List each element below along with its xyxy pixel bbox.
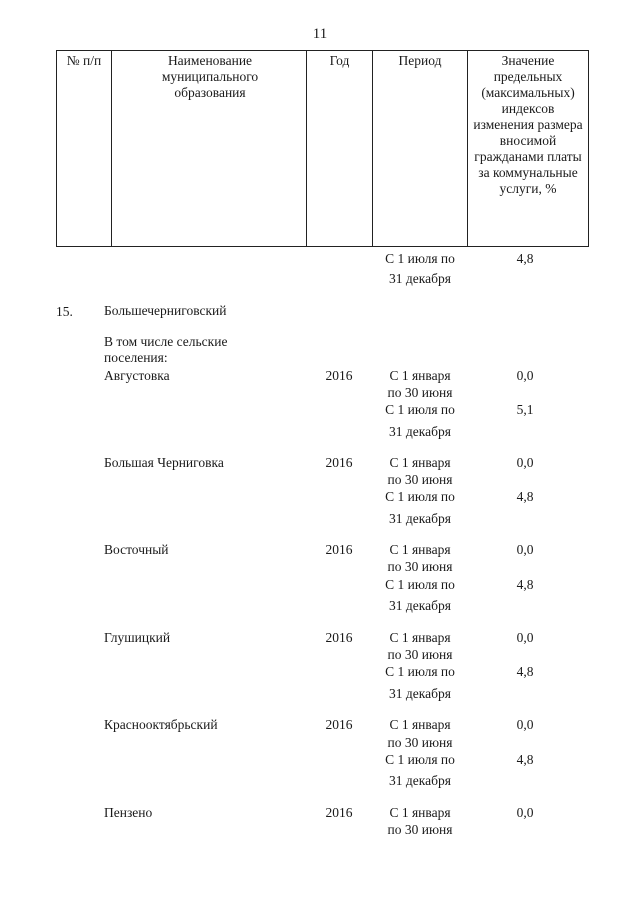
period-line: С 1 января: [389, 717, 451, 732]
period-line: по 30 июня: [387, 735, 453, 750]
index-value: 5,1: [516, 402, 534, 417]
table-border-left: [56, 50, 57, 246]
period-line: С 1 июля по: [385, 251, 455, 266]
table-column-divider: [372, 50, 373, 246]
header-col-year: Год: [329, 53, 350, 68]
settlement-name: Пензено: [104, 805, 153, 820]
table-top-rule: [56, 50, 589, 51]
period-line: С 1 января: [389, 805, 451, 820]
index-value: 4,8: [516, 577, 534, 592]
index-value: 4,8: [516, 251, 534, 266]
period-line: по 30 июня: [387, 647, 453, 662]
header-col-number: № п/п: [66, 53, 102, 68]
year-cell: 2016: [325, 717, 353, 732]
table-header-bottom-rule: [56, 246, 589, 247]
index-value: 4,8: [516, 752, 534, 767]
settlement-name: Большая Черниговка: [104, 455, 224, 470]
period-line: 31 декабря: [389, 511, 451, 526]
settlement-name: Глушицкий: [104, 630, 171, 645]
period-line: С 1 января: [389, 542, 451, 557]
section-subheading: В том числе сельские: [104, 334, 228, 349]
index-value: 0,0: [516, 717, 534, 732]
period-line: С 1 января: [389, 368, 451, 383]
period-line: 31 декабря: [389, 271, 451, 286]
section-name: Большечерниговский: [104, 303, 227, 318]
index-value: 4,8: [516, 664, 534, 679]
period-line: 31 декабря: [389, 773, 451, 788]
period-line: по 30 июня: [387, 822, 453, 837]
period-line: С 1 июля по: [385, 402, 455, 417]
settlement-name: Краснооктябрьский: [104, 717, 218, 732]
period-line: С 1 июля по: [385, 664, 455, 679]
index-value: 4,8: [516, 489, 534, 504]
period-line: С 1 января: [389, 630, 451, 645]
table-column-divider: [111, 50, 112, 246]
year-cell: 2016: [325, 630, 353, 645]
header-col-value: Значение предельных (максимальных) индексов изменения размера вносимой гражданами платы за коммунальные услуги, %: [473, 53, 583, 196]
index-value: 0,0: [516, 630, 534, 645]
index-value: 0,0: [516, 368, 534, 383]
page-number: 11: [312, 26, 328, 42]
period-line: С 1 января: [389, 455, 451, 470]
settlement-name: Августовка: [104, 368, 170, 383]
period-line: по 30 июня: [387, 559, 453, 574]
period-line: С 1 июля по: [385, 489, 455, 504]
section-subheading: поселения:: [104, 350, 168, 365]
index-value: 0,0: [516, 455, 534, 470]
year-cell: 2016: [325, 455, 353, 470]
index-value: 0,0: [516, 542, 534, 557]
period-line: по 30 июня: [387, 472, 453, 487]
section-number: 15.: [56, 304, 73, 319]
year-cell: 2016: [325, 368, 353, 383]
table-column-divider: [467, 50, 468, 246]
period-line: 31 декабря: [389, 424, 451, 439]
period-line: 31 декабря: [389, 598, 451, 613]
year-cell: 2016: [325, 805, 353, 820]
year-cell: 2016: [325, 542, 353, 557]
header-col-period: Период: [398, 53, 442, 68]
period-line: по 30 июня: [387, 385, 453, 400]
index-value: 0,0: [516, 805, 534, 820]
period-line: С 1 июля по: [385, 752, 455, 767]
table-border-right: [588, 50, 589, 246]
settlement-name: Восточный: [104, 542, 169, 557]
table-column-divider: [306, 50, 307, 246]
header-col-name: Наименование муниципального образования: [161, 53, 259, 100]
period-line: С 1 июля по: [385, 577, 455, 592]
period-line: 31 декабря: [389, 686, 451, 701]
